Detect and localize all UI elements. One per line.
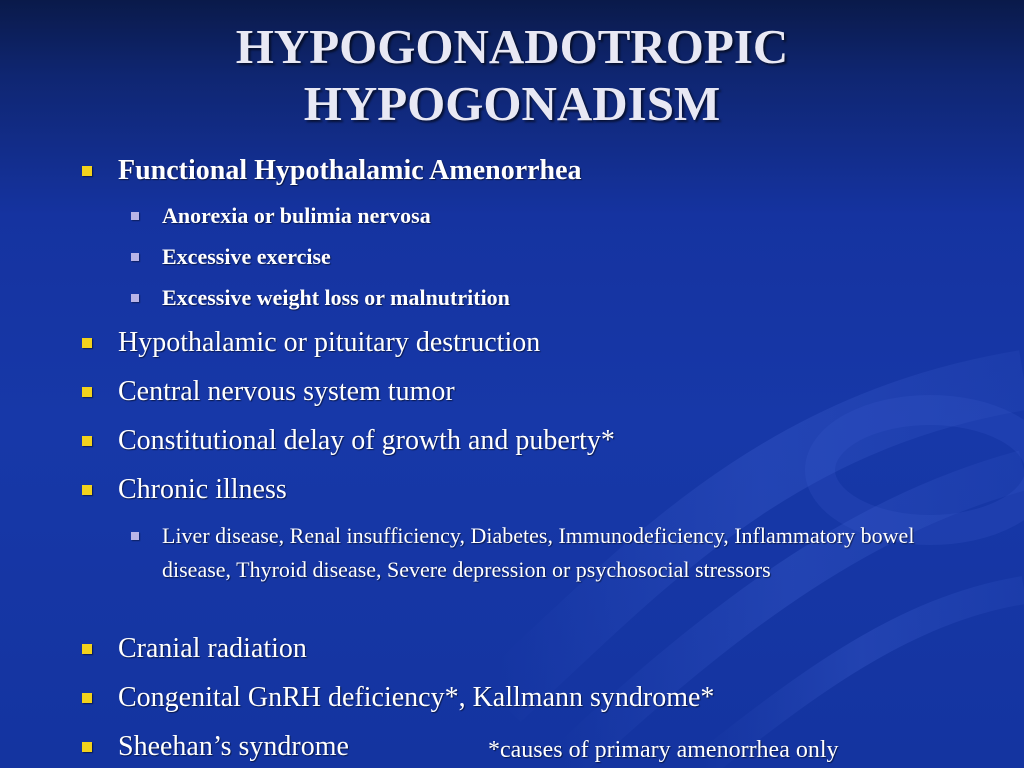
bullet-text: Excessive exercise — [162, 244, 331, 269]
bullet-text: Excessive weight loss or malnutrition — [162, 285, 510, 310]
bullet-text: Central nervous system tumor — [118, 376, 455, 407]
bullet-text: Sheehan’s syndrome — [118, 731, 349, 762]
title-line-1: HYPOGONADOTROPIC — [235, 19, 789, 74]
sub-list-item — [162, 199, 431, 233]
square-bullet-icon — [131, 532, 139, 540]
bullet-text: Chronic illness — [118, 474, 287, 505]
list-item — [118, 424, 615, 458]
sub-list-item — [162, 519, 922, 587]
list-item — [118, 326, 540, 360]
bullet-text: Liver disease, Renal insufficiency, Diabetes, Immunodeficiency, Inflammatory bowel disease, Thyroid disease, Severe depression or psychosocial stressors — [162, 523, 915, 582]
square-bullet-icon — [82, 387, 92, 397]
square-bullet-icon — [131, 253, 139, 261]
square-bullet-icon — [82, 742, 92, 752]
list-item — [118, 632, 307, 666]
square-bullet-icon — [82, 166, 92, 176]
sub-list-item — [162, 281, 510, 315]
bullet-text: Congenital GnRH deficiency*, Kallmann syndrome* — [118, 682, 715, 713]
list-item — [118, 730, 349, 764]
footnote: *causes of primary amenorrhea only — [488, 737, 839, 763]
bullet-text: Hypothalamic or pituitary destruction — [118, 327, 541, 358]
sub-list-item — [162, 240, 331, 274]
square-bullet-icon — [131, 212, 139, 220]
list-item — [118, 375, 455, 409]
bullet-text: Cranial radiation — [118, 633, 307, 664]
list-item — [118, 154, 582, 188]
list-item — [118, 473, 287, 507]
square-bullet-icon — [131, 294, 139, 302]
bullet-text: Functional Hypothalamic Amenorrhea — [118, 155, 582, 186]
bullet-text: Anorexia or bulimia nervosa — [162, 203, 431, 228]
square-bullet-icon — [82, 644, 92, 654]
list-item — [118, 681, 714, 715]
square-bullet-icon — [82, 436, 92, 446]
square-bullet-icon — [82, 338, 92, 348]
square-bullet-icon — [82, 485, 92, 495]
bullet-text: Constitutional delay of growth and puberty* — [118, 425, 615, 456]
title-line-2: HYPOGONADISM — [303, 76, 721, 131]
square-bullet-icon — [82, 693, 92, 703]
